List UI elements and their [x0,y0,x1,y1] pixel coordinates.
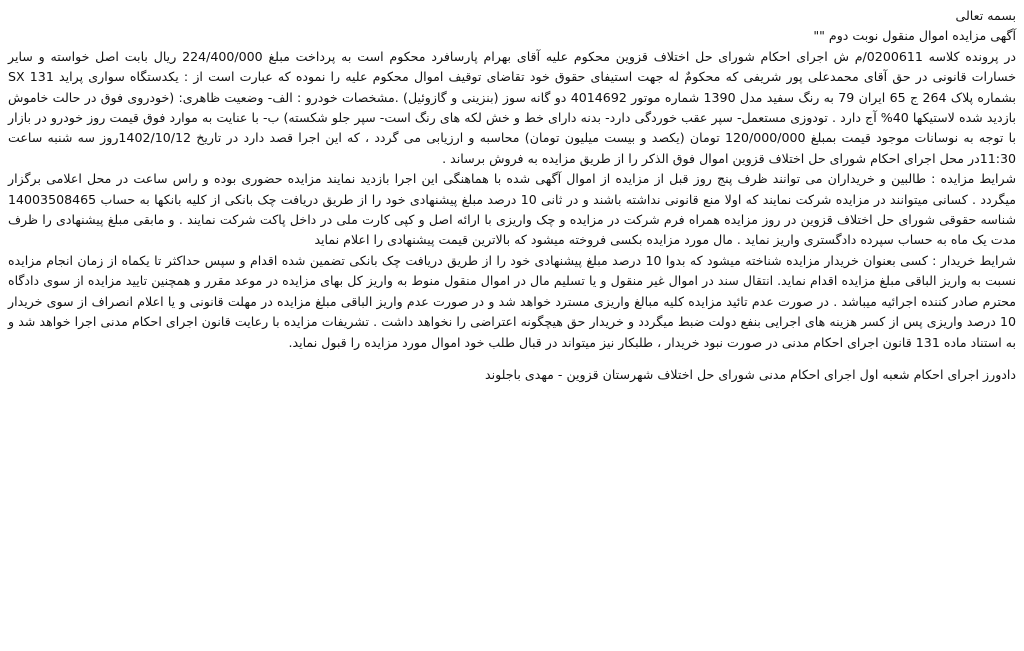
auction-terms-paragraph: شرایط مزایده : طالبین و خریداران می توانند ظرف پنج روز قبل از مزایده از اموال آگهی شده با هماهنگی این اجرا بازدید نمایند مزایده حضوری بوده و راس ساعت در محل اعلامی برگزار میگردد . کسانی میتوانند در مزایده شرکت نمایند که اولا منع قانونی نداشته باشند و در ثانی 10 درصد مبلغ پیشنهادی خود را از طریق دریافت چک بانکی از کلیه بانکها به حساب 14003508465 شناسه حقوقی شورای حل اختلاف قزوین در روز مزایده همراه فرم شرکت در مزایده و چک واریزی با ارائه اصل و کپی کارت ملی در داخل پاکت شرکت نمایند . و مابقی مبلغ پیشنهادی را ظرف مدت یک ماه به حساب سپرده دادگستری واریز نماید . مال مورد مزایده بکسی فروخته میشود که بالاترین قیمت پیشنهادی را اعلام نماید [8,171,1017,248]
case-paragraph: در پرونده کلاسه 0200611/م ش اجرای احکام شورای حل اختلاف قزوین محکوم علیه آقای بهرام پارسافرد محکوم است به پرداخت مبلغ 224/400/000 ریال بابت اصل خواسته و سایر خسارات قانونی در حق آقای محمدعلی پور شریفی که محکومٌ له جهت استیفای حقوق خود تقاضای توقیف اموال محکوم علیه را نموده که عبارت است از : یکدستگاه سواری پراید 131 SX بشماره پلاک 264 ج 65 ایران 79 به رنگ سفید مدل 1390 شماره موتور 4014692 دو گانه سوز (بنزینی و گازوئیل) .مشخصات خودرو : الف- وضعیت ظاهری: (خودروی فوق در حالت خاموش بازدید شده لاستیکها 40% آج دارد . تودوزی مستعمل- سپر عقب خوردگی دارد- بدنه دارای خط و خش لکه های رنگ است- سپر جلو شکسته) ب- با عنایت به موارد فوق قیمت روز خودرو در بازار با توجه به نوسانات موجود قیمت بمبلغ 120/000/000 تومان (یکصد و بیست میلیون تومان) محاسبه و ارزیابی می گردد ، که این اجرا قصد دارد در تاریخ 1402/10/12روز سه شنبه ساعت 11:30در محل اجرای احکام شورای حل اختلاف قزوین اموال فوق الذکر را از طریق مزایده به فروش برساند . [8,48,1017,166]
auction-notice [8,6,1016,385]
document-title: آگهی مزایده اموال منقول نوبت دوم "" [813,28,1016,44]
buyer-terms-paragraph: شرایط خریدار : کسی بعنوان خریدار مزایده شناخته میشود که بدوا 10 درصد مبلغ پیشنهادی خود را از طریق دریافت چک بانکی تضمین شده اقدام و سپس حداکثر تا یکماه از زمان انجام مزایده نسبت به واریز الباقی مبلغ مزایده اقدام نماید. انتقال سند در اموال غیر منقول و یا تسلیم مال در اموال منقول منوط به واریز کل بهای مزایده در موعد مقرر و همچنین تایید مزایده از سوی دادگاه محترم صادر کننده اجرائیه میباشد . در صورت عدم تائید مزایده کلیه مبالغ واریزی مسترد خواهد شد و در صورت عدم واریز الباقی مبلغ مزایده در مهلت قانونی و یا اعلام انصراف از سوی خریدار 10 درصد واریزی پس از کسر هزینه های اجرایی بنفع دولت ضبط میگردد و خریدار حق هیچگونه اعتراضی را نخواهد داشت . تشریفات مزایده با رعایت قانون اجرای احکام مدنی اجرا خواهد شد و به استناد ماده 131 قانون اجرای احکام مدنی در صورت نبود خریدار ، طلبکار نیز میتواند در قبال طلب خود اموال مورد مزایده را قبول نماید. [8,252,1016,350]
document-heading: بسمه تعالی [955,8,1016,23]
signature-line: دادورز اجرای احکام شعبه اول اجرای احکام مدنی شورای حل اختلاف شهرستان قزوین - مهدی باجلوند [484,366,1016,382]
